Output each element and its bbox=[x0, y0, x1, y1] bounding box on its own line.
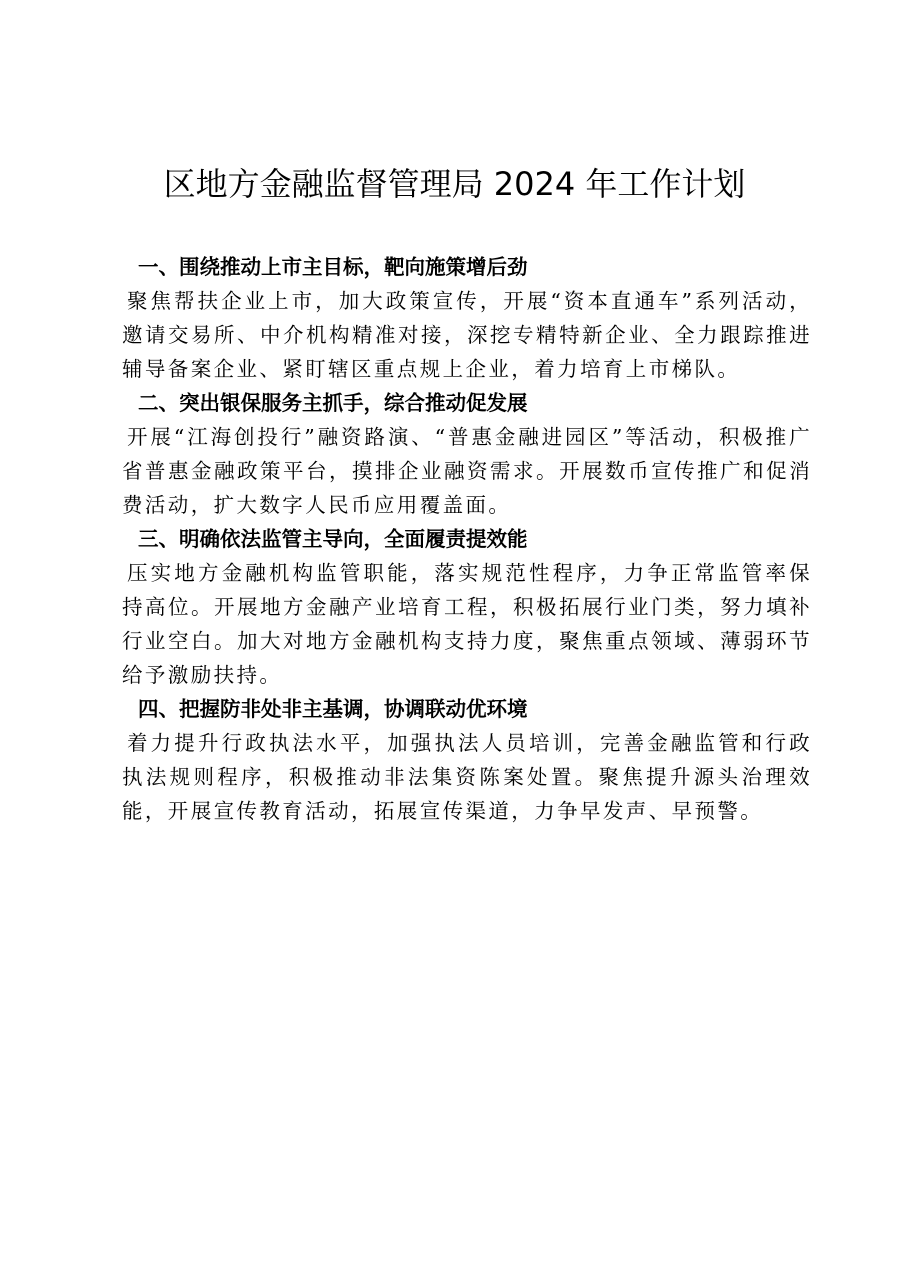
section-paragraph: 压实地方金融机构监管职能，落实规范性程序，力争正常监管率保持高位。开展地方金融产业培育工程，积极拓展行业门类，努力填补行业空白。加大对地方金融机构支持力度，聚焦重点领域、薄弱环节给予激励扶持。 bbox=[122, 561, 812, 687]
section-3 bbox=[122, 522, 812, 692]
section-1 bbox=[122, 250, 812, 386]
section-2 bbox=[122, 386, 812, 522]
section-heading: 四、把握防非处非主基调，协调联动优环境 bbox=[138, 697, 528, 721]
section-heading: 一、围绕推动上市主目标，靶向施策增后劲 bbox=[138, 255, 528, 279]
section-heading: 三、明确依法监管主导向，全面履责提效能 bbox=[138, 527, 528, 551]
section-paragraph: 着力提升行政执法水平，加强执法人员培训，完善金融监管和行政执法规则程序，积极推动非法集资陈案处置。聚焦提升源头治理效能，开展宣传教育活动，拓展宣传渠道，力争早发声、早预警。 bbox=[122, 731, 812, 823]
document-title: 区地方金融监督管理局 2024 年工作计划 bbox=[163, 165, 746, 203]
section-paragraph: 聚焦帮扶企业上市，加大政策宣传，开展“资本直通车”系列活动，邀请交易所、中介机构精准对接，深挖专精特新企业、全力跟踪推进辅导备案企业、紧盯辖区重点规上企业，着力培育上市梯队。 bbox=[122, 289, 812, 381]
section-heading: 二、突出银保服务主抓手，综合推动促发展 bbox=[138, 391, 528, 415]
section-4 bbox=[122, 692, 812, 828]
document-content bbox=[122, 250, 812, 828]
section-paragraph: 开展“江海创投行”融资路演、“普惠金融进园区”等活动，积极推广省普惠金融政策平台，摸排企业融资需求。开展数币宣传推广和促消费活动，扩大数字人民币应用覆盖面。 bbox=[122, 425, 812, 517]
